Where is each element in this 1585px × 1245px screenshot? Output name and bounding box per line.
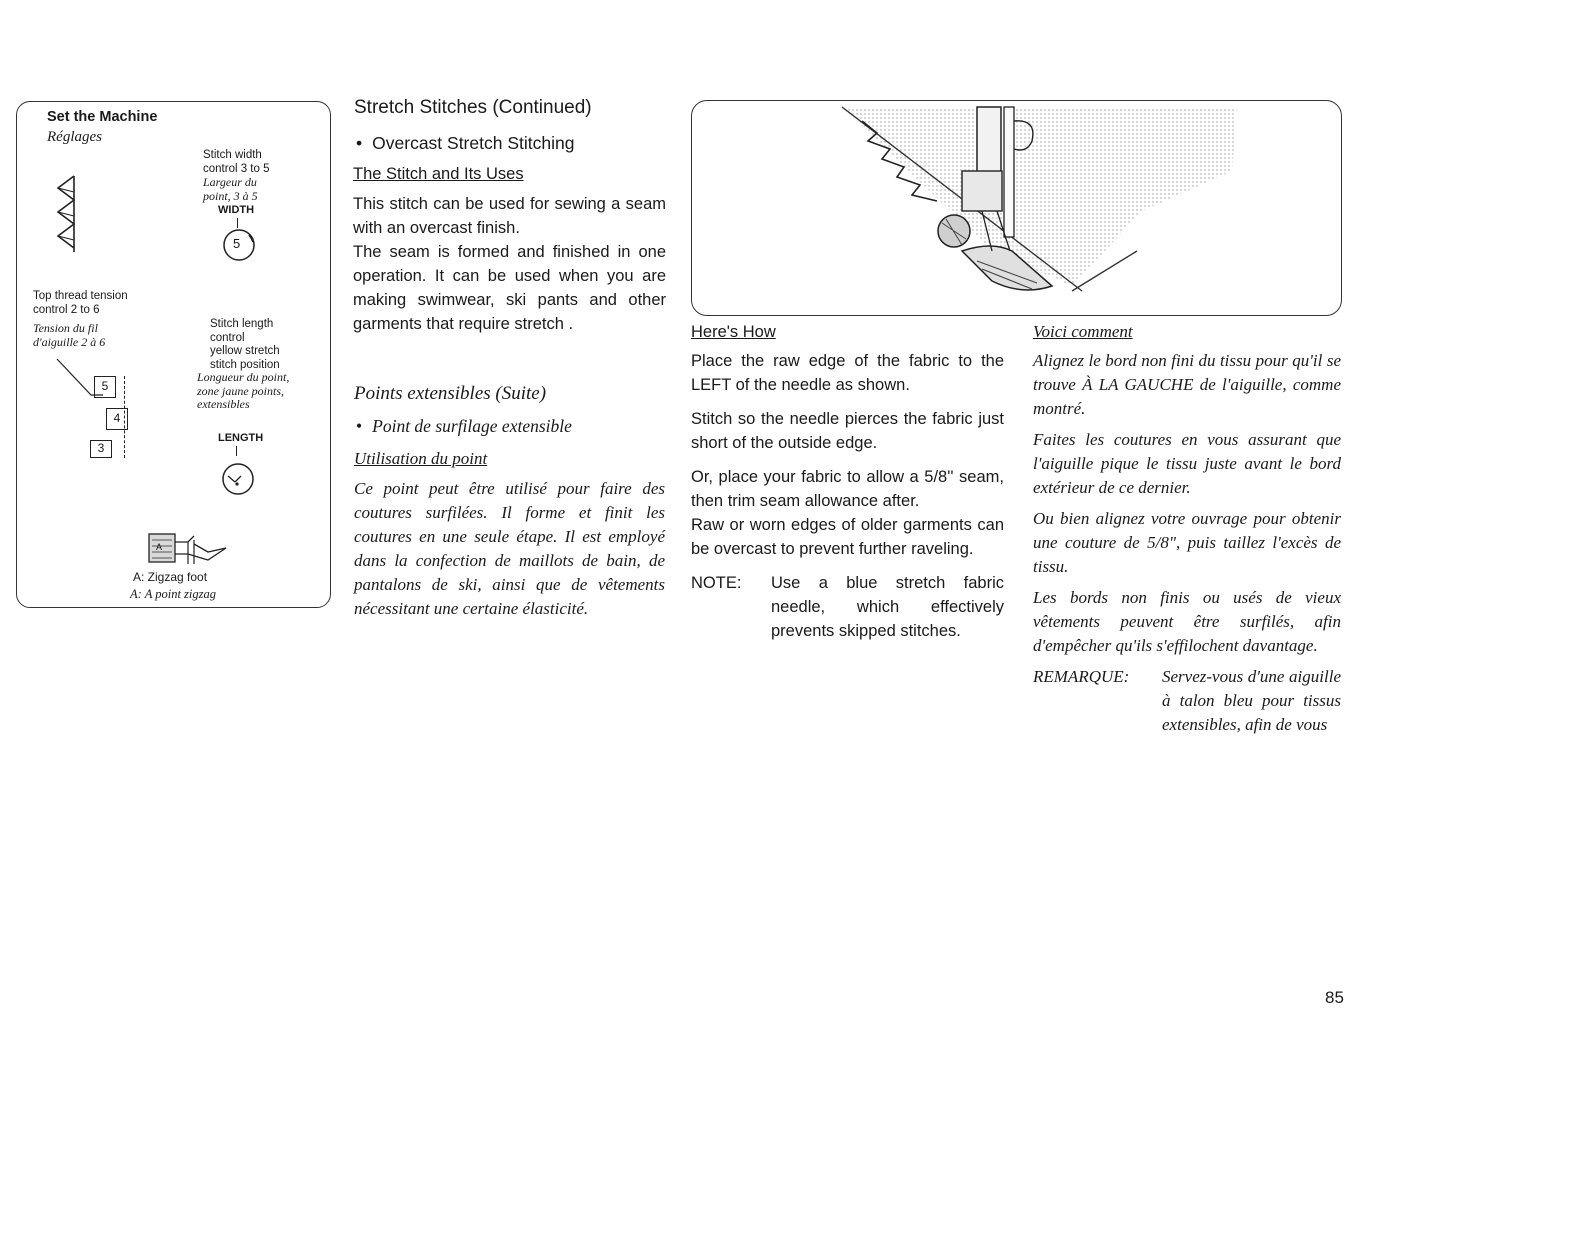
section-heading: Stretch Stitches (Continued) xyxy=(354,97,592,118)
instruction-paragraph-fr: Faites les coutures en vous assurant que l'aiguille pique le tissu juste avant le bord extérieur de ce dernier. xyxy=(1033,430,1341,497)
heres-how-heading: Here's How xyxy=(691,323,776,341)
width-label: WIDTH xyxy=(218,204,255,216)
stitch-length-label: Stitch length control yellow stretch stitch position xyxy=(210,318,280,371)
remarque-block xyxy=(1033,665,1341,737)
stitch-width-label: Stitch width control 3 to 5 xyxy=(203,149,270,175)
paragraph: This stitch can be used for sewing a seam with an overcast finish. xyxy=(353,195,666,237)
bullet-heading-fr: • Point de surfilage extensible xyxy=(356,416,572,436)
length-dial-icon[interactable] xyxy=(221,462,255,496)
remarque-label: REMARQUE: xyxy=(1033,667,1130,686)
instruction-paragraph: Or, place your fabric to allow a 5/8'' seam, then trim seam allowance after. xyxy=(691,468,1004,510)
instruction-paragraph-fr: Ou bien alignez votre ouvrage pour obtenir une couture de 5/8", puis taillez l'excès de tissu. xyxy=(1033,509,1341,576)
overcast-stretch-stitch-icon xyxy=(52,172,80,256)
note-text: Use a blue stretch fabric needle, which effectively prevents skipped stitches. xyxy=(771,574,1004,640)
tension-label-fr: Tension du fil d'aiguille 2 à 6 xyxy=(33,321,106,349)
note-label: NOTE: xyxy=(691,574,742,592)
length-label: LENGTH xyxy=(218,432,264,444)
bullet-heading: • Overcast Stretch Stitching xyxy=(356,133,575,153)
section-heading-fr: Points extensibles (Suite) xyxy=(354,383,547,404)
instruction-paragraph: Raw or worn edges of older garments can be overcast to prevent further raveling. xyxy=(691,516,1004,558)
zigzag-foot-icon xyxy=(148,530,230,570)
french-description: Ce point peut être utilisé pour faire des coutures surfilées. Il forme et finit les coutures en une seule étape. Il est employé dans la confection de maillots de bain, de pantalons de ski, ainsi que de vêtements nécessitant une certaine élasticité. xyxy=(354,479,665,618)
page-number: 85 xyxy=(1325,988,1344,1007)
sewing-machine-photo xyxy=(691,100,1342,316)
instruction-paragraph-fr: Alignez le bord non fini du tissu pour qu'il se trouve À LA GAUCHE de l'aiguille, comme montré. xyxy=(1033,351,1341,418)
instruction-paragraph-fr: Les bords non finis ou usés de vieux vêtements peuvent être surfilés, afin d'empêcher qu'ils s'effilochent davantage. xyxy=(1033,588,1341,655)
remarque-text: Servez-vous d'une aiguille à talon bleu pour tissus extensibles, afin de vous xyxy=(1162,667,1341,734)
paragraph: The seam is formed and finished in one operation. It can be used when you are making swimwear, ski pants and other garments that require stretch . xyxy=(353,243,666,333)
bullet-dot: • xyxy=(356,416,363,436)
note-block xyxy=(691,571,1004,643)
needle-and-foot-illustration xyxy=(692,101,1342,316)
heres-how-instructions xyxy=(691,349,1004,643)
settings-title: Set the Machine xyxy=(47,109,158,125)
length-dial-pointer xyxy=(236,446,237,456)
instruction-paragraph: Stitch so the needle pierces the fabric just short of the outside edge. xyxy=(691,410,1004,452)
voici-comment-instructions xyxy=(1033,349,1341,737)
bullet-dot: • xyxy=(356,133,363,153)
settings-title-fr: Réglages xyxy=(47,129,102,145)
tension-label: Top thread tension control 2 to 6 xyxy=(33,290,128,316)
stitch-uses-subheading: The Stitch and Its Uses xyxy=(353,165,524,183)
width-dial-pointer xyxy=(237,218,238,228)
width-dial-value: 5 xyxy=(233,236,241,251)
voici-comment-heading: Voici comment xyxy=(1033,322,1133,341)
tension-dial-icon[interactable]: 5 4 3 xyxy=(94,374,146,458)
stitch-length-label-fr: Longueur du point, zone jaune points, extensibles xyxy=(197,370,290,411)
english-description xyxy=(353,192,666,336)
svg-text:A: A xyxy=(156,542,163,552)
stitch-width-label-fr: Largeur du point, 3 à 5 xyxy=(203,175,258,203)
foot-label: A: Zigzag foot xyxy=(133,570,208,584)
foot-label-fr: A: A point zigzag xyxy=(130,587,217,601)
instruction-paragraph: Place the raw edge of the fabric to the LEFT of the needle as shown. xyxy=(691,352,1004,394)
stitch-uses-subheading-fr: Utilisation du point xyxy=(354,449,488,468)
